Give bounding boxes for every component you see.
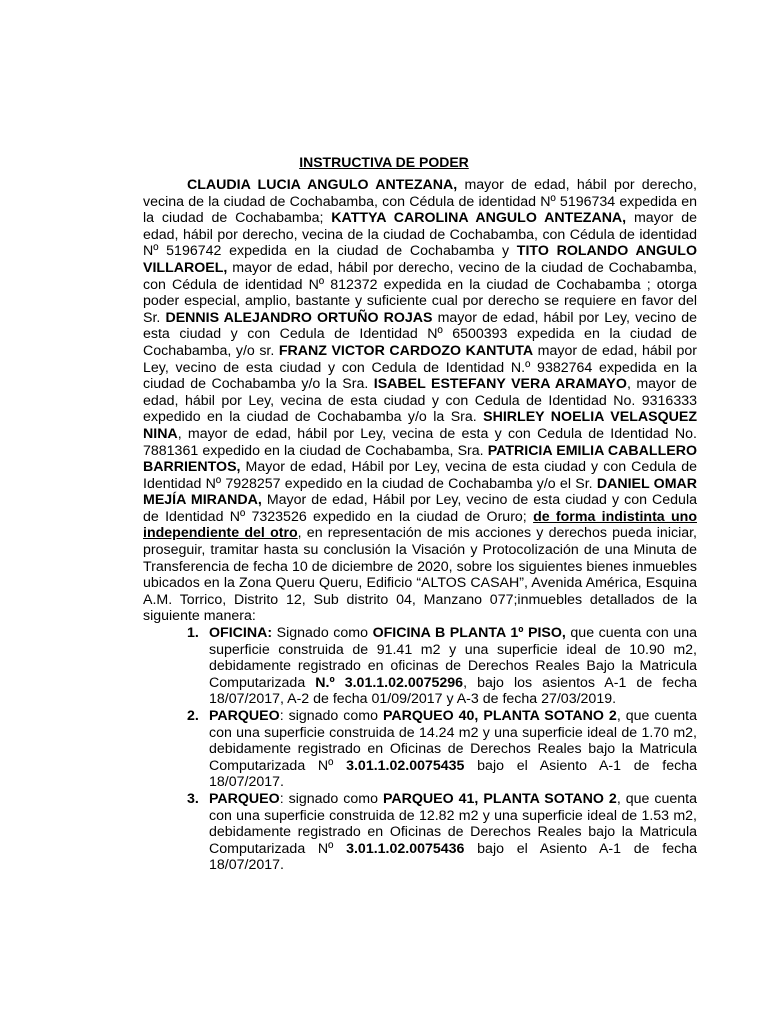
bold-text: ISABEL ESTEFANY VERA ARAMAYO (373, 376, 627, 393)
text-run: bajo el Asiento A-1 de fecha 18/07/2017. (209, 840, 697, 874)
bold-text: 3.01.1.02.0075435 (346, 757, 465, 774)
item-number: 1. (187, 625, 199, 642)
document-body (143, 177, 697, 874)
bold-text: SHIRLEY NOELIA VELASQUEZ NINA (143, 409, 697, 442)
bold-text: PARQUEO 41, PLANTA SOTANO 2 (382, 790, 617, 807)
text-run: mayor de edad, hábil por derecho, vecina de la ciudad de Cochabamba, con Cédula de identidad Nº 5196742 expedida en la ciudad de Cochabamba y (143, 210, 697, 260)
text-run: : signado como (279, 790, 383, 807)
text-run: mayor de edad, hábil por derecho, vecino de la ciudad de Cochabamba, con Cédula de identidad Nº 812372 expedida en la ciudad de Cochabamba ; otorga poder especial, amplio, bastante y suficiente cual por derecho se requiere en favor del Sr. (143, 259, 697, 326)
bold-text: N.º 3.01.1.02.0075296 (315, 674, 464, 691)
bold-text: CLAUDIA LUCIA ANGULO ANTEZANA, (187, 177, 458, 193)
text-run: , bajo los asientos A-1 de fecha 18/07/2017, A-2 de fecha 01/09/2017 y A-3 de fecha 27/03/2019. (209, 674, 697, 708)
text-run: , que cuenta con una superficie construida de 14.24 m2 y una superficie ideal de 1.70 m2, debidamente registrado en Oficinas de Derechos Reales bajo la Matricula Computarizada Nº (209, 708, 697, 774)
property-item (143, 625, 697, 708)
bold-text: KATTYA CAROLINA ANGULO ANTEZANA, (331, 210, 627, 227)
item-number: 2. (187, 708, 199, 724)
property-list (143, 625, 697, 874)
text-run: que cuenta con una superficie construida de 91.41 m2 y una superficie ideal de 10.90 m2, debidamente registrado en oficinas de Derechos Reales Bajo la Matricula Computarizada (209, 625, 697, 691)
intro-paragraph (143, 177, 697, 625)
text-run: Signado como (272, 625, 373, 642)
text-run: Mayor de edad, Hábil por Ley, vecina de esta ciudad y con Cedula de Identidad Nº 7928257 expedido en la ciudad de Cochabamba y/o el Sr. (143, 459, 697, 492)
text-run: mayor de edad, hábil por Ley, vecino de esta ciudad y con Cedula de Identidad Nº 6500393 expedida en la ciudad de Cochabamba, y/o sr. (143, 309, 697, 359)
document-title: INSTRUCTIVA DE PODER (299, 154, 469, 170)
underlined-text: de forma indistinta uno independiente del otro (143, 508, 697, 542)
bold-text: PATRICIA EMILIA CABALLERO BARRIENTOS, (143, 442, 697, 476)
text-run: : signado como (279, 708, 383, 724)
property-item (143, 708, 697, 791)
bold-text: PARQUEO (209, 790, 280, 807)
text-run: mayor de edad, hábil por Ley, vecino de esta ciudad y con Cedula de Identidad N.º 9382764 expedida en la ciudad de Cochabamba y/o la Sra. (143, 342, 697, 393)
text-run: , que cuenta con una superficie construida de 12.82 m2 y una superficie ideal de 1.53 m2, debidamente registrado en Oficinas de Derechos Reales bajo la Matricula Computarizada Nº (209, 790, 697, 857)
bold-text: TITO ROLANDO ANGULO VILLAROEL, (143, 243, 697, 276)
bold-text: OFICINA B PLANTA 1º PISO, (372, 625, 566, 642)
bold-text: DENNIS ALEJANDRO ORTUÑO ROJAS (165, 309, 433, 326)
bold-text: 3.01.1.02.0075436 (346, 840, 465, 857)
text-run: mayor de edad, hábil por derecho, vecina de la ciudad de Cochabamba, con Cédula de identidad Nº 5196734 expedida en la ciudad de Cochabamba; (143, 177, 698, 227)
property-item (143, 791, 697, 874)
item-number: 3. (187, 790, 199, 807)
text-run: bajo el Asiento A-1 de fecha 18/07/2017. (209, 757, 697, 791)
bold-text: PARQUEO 40, PLANTA SOTANO 2 (382, 708, 617, 724)
bold-text: FRANZ VICTOR CARDOZO KANTUTA (278, 342, 534, 359)
text-run: , en representación de mis acciones y derechos pueda iniciar, proseguir, tramitar hasta su conclusión la Visación y Protocolización de una Minuta de Transferencia de fecha 10 de diciembre de 2020, sobre los siguientes bienes inmuebles ubicados en la Zona Queru Queru, Edificio “ALTOS CASAH”, Avenida América, Esquina A.M. Torrico, Distrito 12, Sub distrito 04, Manzano 077;inmuebles detallados de la siguiente manera: (143, 525, 697, 625)
text-run: Mayor de edad, Hábil por Ley, vecino de esta ciudad y con Cedula de Identidad Nº 7323526 expedido en la ciudad de Oruro; (143, 492, 697, 525)
text-run: , mayor de edad, hábil por Ley, vecina de esta ciudad y con Cedula de Identidad No. 9316333 expedido en la ciudad de Cochabamba y/o la Sra. (143, 376, 698, 426)
text-run: , mayor de edad, hábil por Ley, vecina de esta y con Cedula de Identidad No. 7881361 expedido en la ciudad de Cochabamba, Sra. (143, 425, 697, 459)
bold-text: PARQUEO (209, 708, 280, 724)
bold-text: OFICINA: (209, 625, 273, 642)
bold-text: DANIEL OMAR MEJÍA MIRANDA, (143, 475, 697, 509)
